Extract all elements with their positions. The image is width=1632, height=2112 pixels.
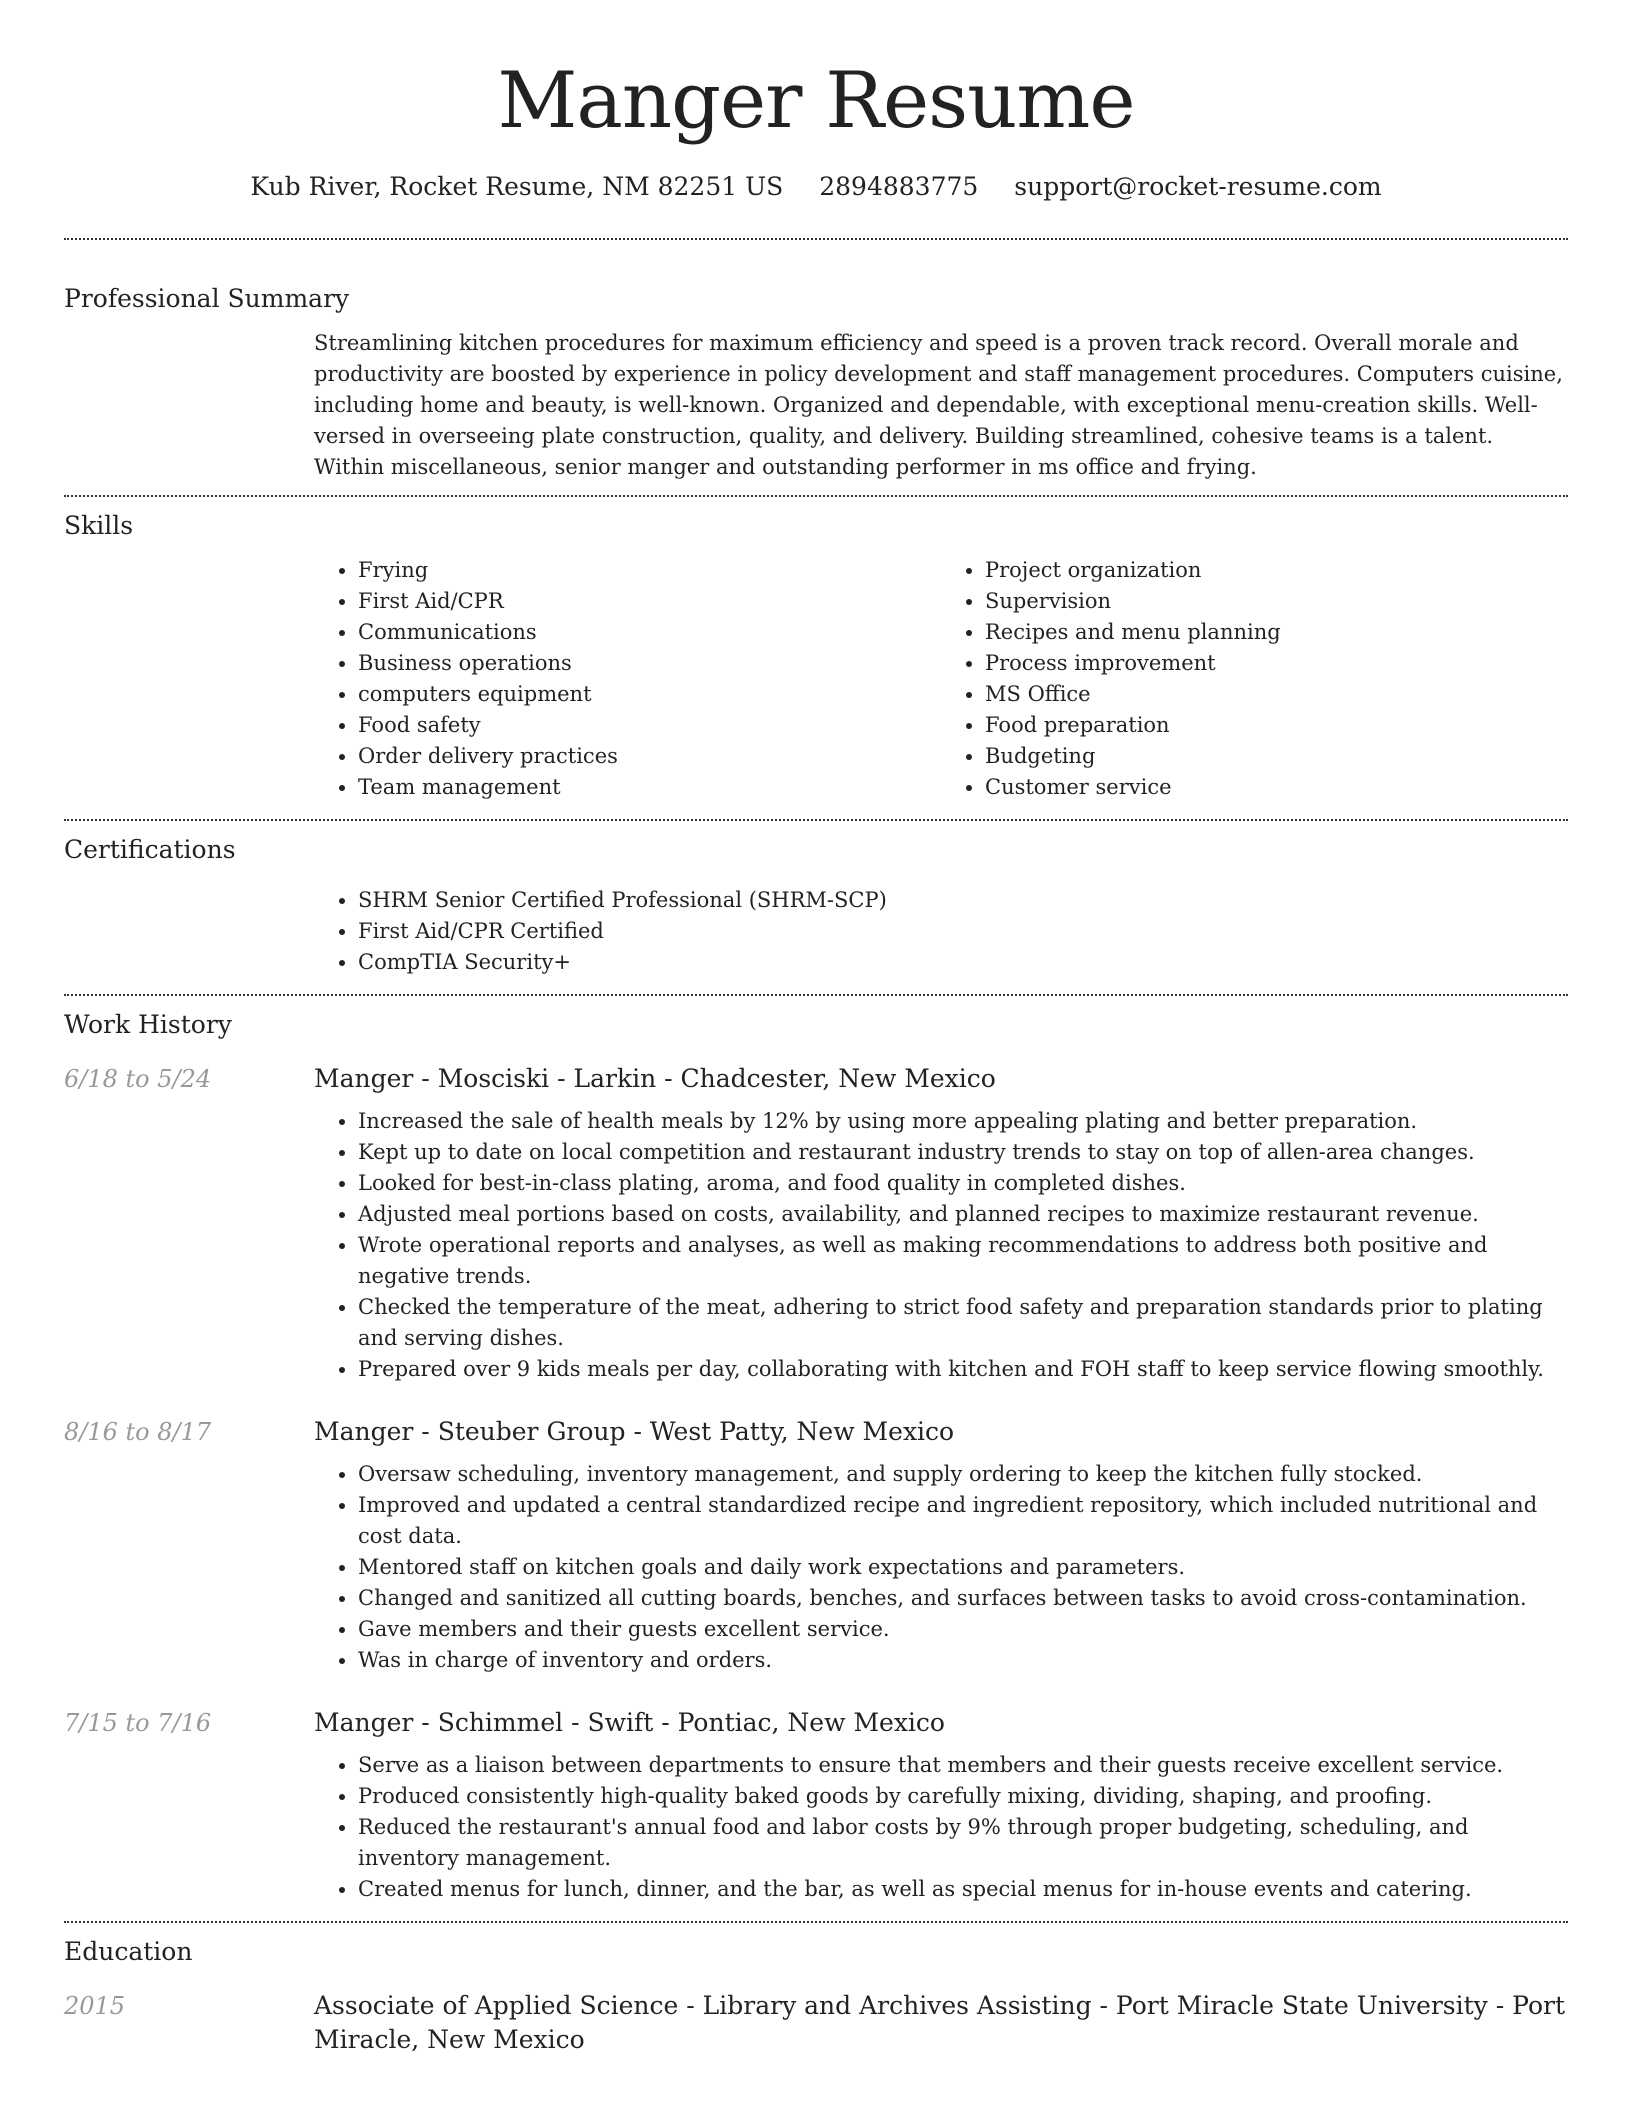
job-entry — [64, 1706, 1568, 1905]
job-bullet: • Was in charge of inventory and orders. — [358, 1645, 1568, 1676]
job-header — [64, 1706, 1568, 1740]
job-bullet: • Serve as a liaison between departments to ensure that members and their guests receive excellent service. — [358, 1750, 1568, 1781]
skill-item: • First Aid/CPR — [358, 586, 941, 617]
job-bullet: • Adjusted meal portions based on costs, availability, and planned recipes to maximize restaurant revenue. — [358, 1199, 1568, 1230]
section-divider — [64, 495, 1568, 497]
education-header — [64, 1989, 1568, 2057]
job-dates: 6/18 to 5/24 — [64, 1065, 212, 1093]
job-bullet: • Prepared over 9 kids meals per day, collaborating with kitchen and FOH staff to keep service flowing smoothly. — [358, 1354, 1568, 1385]
job-bullet: • Mentored staff on kitchen goals and daily work expectations and parameters. — [358, 1552, 1568, 1583]
job-bullet: • Gave members and their guests excellent service. — [358, 1614, 1568, 1645]
contact-phone: 2894883775 — [819, 172, 979, 201]
job-bullet: • Improved and updated a central standardized recipe and ingredient repository, which included nutritional and cost data. — [358, 1490, 1568, 1552]
section-divider — [64, 1921, 1568, 1923]
job-bullets — [314, 1750, 1568, 1905]
summary-text: Streamlining kitchen procedures for maximum efficiency and speed is a proven track record. Overall morale and productivity are boosted by experience in policy development and staff management procedures. Computers cuisine, including home and beauty, is well-known. Organized and dependable, with exceptional menu-creation skills. Well-versed in overseeing plate construction, quality, and delivery. Building streamlined, cohesive teams is a talent. Within miscellaneous, senior manger and outstanding performer in ms office and frying. — [314, 331, 1563, 479]
skill-item: • Communications — [358, 617, 941, 648]
job-bullet-list — [314, 1459, 1568, 1676]
certifications-list — [314, 885, 1568, 978]
job-title: Manger - Steuber Group - West Patty, New Mexico — [314, 1417, 955, 1446]
job-bullet: • Looked for best-in-class plating, aroma, and food quality in completed dishes. — [358, 1168, 1568, 1199]
education-degree: Associate of Applied Science - Library and Archives Assisting - Port Miracle State University - Port Miracle, New Mexico — [314, 1991, 1566, 2054]
skill-item: • Order delivery practices — [358, 741, 941, 772]
skills-list-left — [314, 555, 941, 803]
skills-grid — [314, 555, 1568, 803]
job-bullets — [314, 1459, 1568, 1676]
section-title-skills: Skills — [64, 511, 134, 540]
education-year: 2015 — [64, 1992, 126, 2020]
section-divider — [64, 994, 1568, 996]
job-bullet: • Changed and sanitized all cutting boards, benches, and surfaces between tasks to avoid cross-contamination. — [358, 1583, 1568, 1614]
section-title-work: Work History — [64, 1010, 232, 1039]
job-bullet: • Produced consistently high-quality baked goods by carefully mixing, dividing, shaping, and proofing. — [358, 1781, 1568, 1812]
job-bullets — [314, 1106, 1568, 1385]
job-bullet: • Wrote operational reports and analyses, as well as making recommendations to address both positive and negative trends. — [358, 1230, 1568, 1292]
skill-item: • Business operations — [358, 648, 941, 679]
contact-address: Kub River, Rocket Resume, NM 82251 US — [250, 172, 784, 201]
skill-item: • Team management — [358, 772, 941, 803]
certification-item: • CompTIA Security+ — [358, 947, 1568, 978]
section-divider — [64, 819, 1568, 821]
section-title-certifications: Certifications — [64, 835, 236, 864]
job-bullet: • Created menus for lunch, dinner, and the bar, as well as special menus for in-house events and catering. — [358, 1874, 1568, 1905]
job-dates: 7/15 to 7/16 — [64, 1709, 212, 1737]
skill-item: • Budgeting — [985, 741, 1568, 772]
skill-item: • Food safety — [358, 710, 941, 741]
job-bullet: • Oversaw scheduling, inventory management, and supply ordering to keep the kitchen fully stocked. — [358, 1459, 1568, 1490]
section-title-summary: Professional Summary — [64, 284, 350, 313]
skills-list-right — [941, 555, 1568, 803]
certification-item: • First Aid/CPR Certified — [358, 916, 1568, 947]
certification-item: • SHRM Senior Certified Professional (SHRM-SCP) — [358, 885, 1568, 916]
job-bullet-list — [314, 1106, 1568, 1385]
job-bullet: • Checked the temperature of the meat, adhering to strict food safety and preparation standards prior to plating and serving dishes. — [358, 1292, 1568, 1354]
job-header — [64, 1415, 1568, 1449]
job-bullet: • Kept up to date on local competition and restaurant industry trends to stay on top of allen-area changes. — [358, 1137, 1568, 1168]
job-bullet-list — [314, 1750, 1568, 1905]
job-title: Manger - Mosciski - Larkin - Chadcester, New Mexico — [314, 1064, 996, 1093]
skill-item: • Process improvement — [985, 648, 1568, 679]
job-bullet: • Reduced the restaurant's annual food and labor costs by 9% through proper budgeting, scheduling, and inventory management. — [358, 1812, 1568, 1874]
contact-line — [64, 172, 1568, 206]
resume-name: Manger Resume — [497, 56, 1135, 146]
certifications-block — [314, 885, 1568, 978]
skill-item: • computers equipment — [358, 679, 941, 710]
skill-item: • Customer service — [985, 772, 1568, 803]
section-title-education: Education — [64, 1937, 193, 1966]
skill-item: • Supervision — [985, 586, 1568, 617]
job-entry — [64, 1415, 1568, 1676]
skill-item: • Frying — [358, 555, 941, 586]
skill-item: • Recipes and menu planning — [985, 617, 1568, 648]
skill-item: • MS Office — [985, 679, 1568, 710]
job-header — [64, 1062, 1568, 1096]
job-entry — [64, 1062, 1568, 1385]
job-dates: 8/16 to 8/17 — [64, 1418, 212, 1446]
job-title: Manger - Schimmel - Swift - Pontiac, New Mexico — [314, 1708, 945, 1737]
job-bullet: • Increased the sale of health meals by 12% by using more appealing plating and better preparation. — [358, 1106, 1568, 1137]
contact-email: support@rocket-resume.com — [1014, 172, 1382, 201]
education-entry — [64, 1989, 1568, 2057]
skill-item: • Project organization — [985, 555, 1568, 586]
section-divider — [64, 238, 1568, 240]
skill-item: • Food preparation — [985, 710, 1568, 741]
